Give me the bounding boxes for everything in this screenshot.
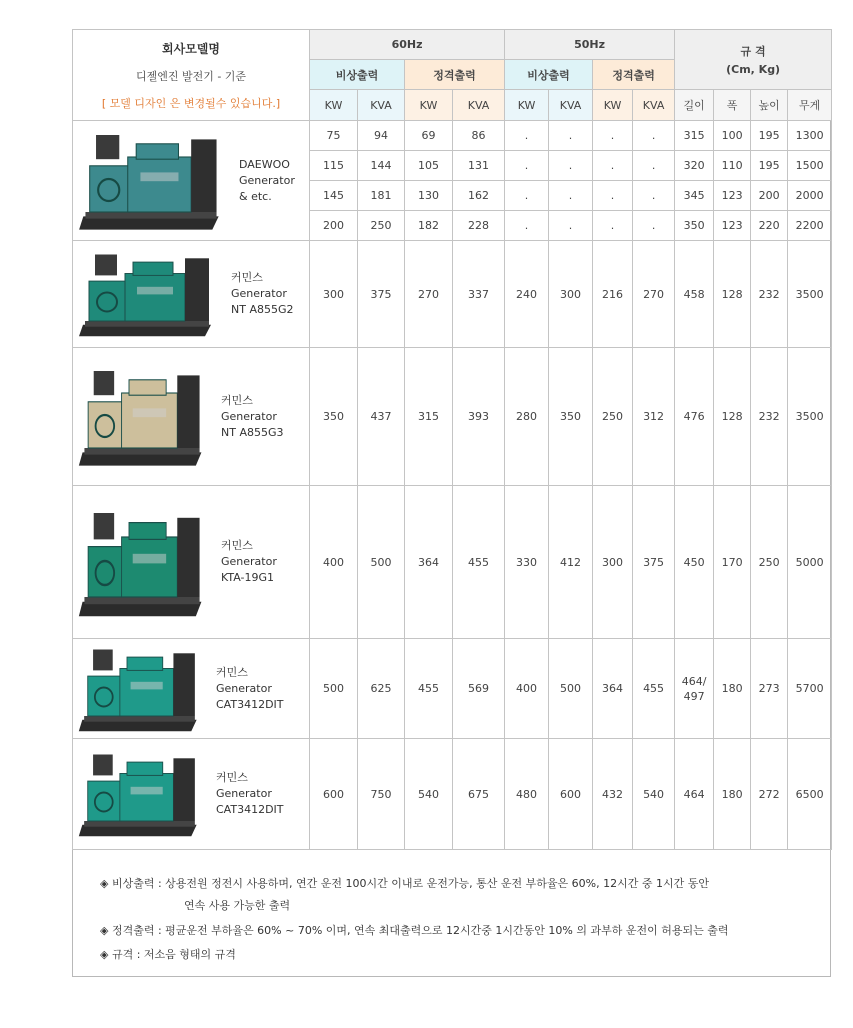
table-cell: 350	[675, 211, 714, 241]
standby-60-header: 비상출력	[310, 60, 405, 90]
table-cell: 280	[505, 348, 549, 486]
model-name-line: DAEWOO	[239, 157, 290, 171]
model-name-line: 커민스	[216, 665, 248, 679]
generator-spec-panel	[72, 29, 831, 977]
table-cell: 625	[358, 639, 405, 739]
unit-header: 무게	[788, 90, 832, 121]
table-cell: 375	[358, 241, 405, 348]
standby-50-header: 비상출력	[505, 60, 593, 90]
table-cell: 464/ 497	[675, 639, 714, 739]
table-cell: 200	[310, 211, 358, 241]
table-cell: 273	[751, 639, 788, 739]
table-cell: .	[505, 211, 549, 241]
model-cell	[73, 639, 310, 739]
model-name-line: Generator	[239, 173, 295, 187]
table-cell: 330	[505, 486, 549, 639]
generator-spec-table	[72, 29, 832, 850]
table-cell: 220	[751, 211, 788, 241]
model-name-line: & etc.	[239, 189, 272, 203]
table-cell: 195	[751, 151, 788, 181]
model-name	[221, 393, 284, 441]
table-cell: 458	[675, 241, 714, 348]
table-cell: 123	[714, 211, 751, 241]
table-cell: 315	[405, 348, 453, 486]
table-cell: 500	[549, 639, 593, 739]
model-name	[216, 665, 284, 713]
model-cell	[73, 348, 310, 486]
spec-title: 규 격	[740, 45, 766, 58]
table-cell: 181	[358, 181, 405, 211]
table-cell: 144	[358, 151, 405, 181]
hz60-header: 60Hz	[310, 30, 505, 60]
table-cell: 412	[549, 486, 593, 639]
prime-note: ◈ 정격출력 : 평균운전 부하율은 60% ~ 70% 이며, 연속 최대출력으로 12시간중 1시간동안 10% 의 과부하 운전이 허용되는 출력	[100, 924, 729, 937]
unit-header: KVA	[633, 90, 675, 121]
table-cell: 300	[549, 241, 593, 348]
table-cell: 2200	[788, 211, 832, 241]
model-name-line: Generator	[221, 409, 277, 423]
table-cell: 437	[358, 348, 405, 486]
table-cell: .	[633, 181, 675, 211]
table-cell: 3500	[788, 241, 832, 348]
table-cell: 94	[358, 121, 405, 151]
table-cell: 200	[751, 181, 788, 211]
table-cell: .	[549, 211, 593, 241]
table-cell: 182	[405, 211, 453, 241]
table-cell: 123	[714, 181, 751, 211]
table-cell: 320	[675, 151, 714, 181]
company-model-header	[73, 30, 310, 121]
unit-header: 길이	[675, 90, 714, 121]
hz50-header: 50Hz	[505, 30, 675, 60]
unit-header: KW	[405, 90, 453, 121]
table-cell: 3500	[788, 348, 832, 486]
table-cell: 162	[453, 181, 505, 211]
table-row	[73, 121, 832, 151]
table-cell: .	[505, 151, 549, 181]
table-cell: .	[633, 151, 675, 181]
table-row	[73, 486, 832, 639]
model-name-line: 커민스	[216, 771, 248, 784]
table-row	[73, 639, 832, 739]
table-cell: 600	[549, 739, 593, 850]
company-model-title: 회사모델명	[162, 41, 220, 56]
standby-note: ◈ 비상출력 : 상용전원 정전시 사용하며, 연간 운전 100시간 이내로 운전가능, 통산 운전 부하율은 60%, 12시간 중 1시간 동안	[100, 877, 709, 890]
model-name-line: NT A855G3	[221, 425, 284, 439]
table-cell: 345	[675, 181, 714, 211]
prime-50-header: 정격출력	[593, 60, 675, 90]
unit-header: KVA	[453, 90, 505, 121]
table-cell: .	[549, 151, 593, 181]
table-cell: 180	[714, 639, 751, 739]
generator-image	[77, 360, 207, 473]
table-cell: 364	[593, 639, 633, 739]
generator-image	[77, 640, 202, 738]
generator-image	[77, 245, 217, 343]
model-cell	[73, 241, 310, 348]
table-cell: 675	[453, 739, 505, 850]
model-cell	[73, 121, 310, 241]
model-name-line: CAT3412DIT	[216, 803, 284, 816]
table-cell: 600	[310, 739, 358, 850]
table-row	[73, 348, 832, 486]
prime-60-header: 정격출력	[405, 60, 505, 90]
model-name-line: NT A855G2	[231, 303, 294, 316]
table-cell: .	[593, 211, 633, 241]
unit-header: KW	[505, 90, 549, 121]
diesel-basis-label: 디젤엔진 발전기 - 기준	[135, 69, 247, 83]
table-cell: 337	[453, 241, 505, 348]
table-cell: .	[505, 181, 549, 211]
table-cell: 128	[714, 241, 751, 348]
table-cell: .	[549, 181, 593, 211]
unit-header: 높이	[751, 90, 788, 121]
table-cell: 69	[405, 121, 453, 151]
unit-header: KVA	[358, 90, 405, 121]
table-cell: 312	[633, 348, 675, 486]
table-cell: .	[593, 151, 633, 181]
table-cell: 450	[675, 486, 714, 639]
table-row	[73, 241, 832, 348]
table-cell: 131	[453, 151, 505, 181]
generator-image	[77, 745, 202, 843]
model-name	[216, 770, 284, 818]
notes-section	[73, 850, 830, 976]
model-name	[221, 538, 277, 586]
table-cell: 300	[593, 486, 633, 639]
unit-header: KW	[593, 90, 633, 121]
table-cell: 480	[505, 739, 549, 850]
table-cell: 393	[453, 348, 505, 486]
table-cell: 130	[405, 181, 453, 211]
table-cell: 195	[751, 121, 788, 151]
table-cell: 100	[714, 121, 751, 151]
table-cell: 5000	[788, 486, 832, 639]
model-name-line: Generator	[216, 681, 272, 695]
table-row	[73, 739, 832, 850]
table-cell: 300	[310, 241, 358, 348]
table-cell: .	[549, 121, 593, 151]
table-cell: 115	[310, 151, 358, 181]
table-cell: 432	[593, 739, 633, 850]
model-name-line: Generator	[221, 555, 277, 568]
unit-header: KW	[310, 90, 358, 121]
model-cell	[73, 486, 310, 639]
design-change-note: [ 모델 디자인 은 변경될수 있습니다.]	[101, 96, 281, 110]
table-cell: 240	[505, 241, 549, 348]
table-cell: 232	[751, 348, 788, 486]
table-cell: .	[633, 211, 675, 241]
table-cell: 232	[751, 241, 788, 348]
table-cell: 350	[549, 348, 593, 486]
table-cell: 464	[675, 739, 714, 850]
table-cell: 476	[675, 348, 714, 486]
table-cell: .	[593, 181, 633, 211]
model-name-line: Generator	[216, 787, 272, 800]
model-name-line: CAT3412DIT	[216, 697, 284, 711]
table-cell: 540	[633, 739, 675, 850]
table-cell: 5700	[788, 639, 832, 739]
model-name-line: 커민스	[221, 393, 253, 407]
table-cell: 455	[633, 639, 675, 739]
table-cell: 170	[714, 486, 751, 639]
table-cell: 455	[453, 486, 505, 639]
table-cell: 272	[751, 739, 788, 850]
table-cell: 6500	[788, 739, 832, 850]
table-cell: 250	[751, 486, 788, 639]
table-cell: 105	[405, 151, 453, 181]
unit-header: KVA	[549, 90, 593, 121]
table-cell: 86	[453, 121, 505, 151]
table-cell: 569	[453, 639, 505, 739]
table-cell: 750	[358, 739, 405, 850]
table-cell: 270	[405, 241, 453, 348]
table-cell: 180	[714, 739, 751, 850]
model-cell	[73, 739, 310, 850]
table-cell: 2000	[788, 181, 832, 211]
spec-header	[675, 30, 832, 90]
table-cell: 540	[405, 739, 453, 850]
table-cell: 455	[405, 639, 453, 739]
table-cell: 75	[310, 121, 358, 151]
table-cell: 250	[593, 348, 633, 486]
model-name-line: 커민스	[221, 539, 253, 552]
model-name-line: KTA-19G1	[221, 571, 274, 584]
table-cell: .	[505, 121, 549, 151]
table-cell: 270	[633, 241, 675, 348]
table-cell: 400	[310, 486, 358, 639]
table-cell: 350	[310, 348, 358, 486]
table-cell: .	[633, 121, 675, 151]
generator-image	[77, 501, 207, 624]
table-cell: 228	[453, 211, 505, 241]
standby-note-continued: 연속 사용 가능한 출력	[184, 899, 291, 912]
table-cell: 400	[505, 639, 549, 739]
model-name	[239, 157, 295, 205]
model-name	[231, 270, 294, 318]
table-cell: 375	[633, 486, 675, 639]
table-cell: 128	[714, 348, 751, 486]
table-cell: 110	[714, 151, 751, 181]
model-name-line: 커민스	[231, 271, 263, 284]
table-cell: 315	[675, 121, 714, 151]
unit-header: 폭	[714, 90, 751, 121]
table-cell: 500	[310, 639, 358, 739]
table-cell: 500	[358, 486, 405, 639]
model-name-line: Generator	[231, 287, 287, 300]
table-cell: 1300	[788, 121, 832, 151]
table-cell: .	[593, 121, 633, 151]
table-cell: 364	[405, 486, 453, 639]
spec-unit: (Cm, Kg)	[726, 63, 781, 76]
spec-note: ◈ 규격 : 저소음 형태의 규격	[100, 948, 236, 961]
table-cell: 1500	[788, 151, 832, 181]
table-cell: 216	[593, 241, 633, 348]
generator-image	[77, 124, 225, 237]
table-cell: 145	[310, 181, 358, 211]
table-cell: 250	[358, 211, 405, 241]
